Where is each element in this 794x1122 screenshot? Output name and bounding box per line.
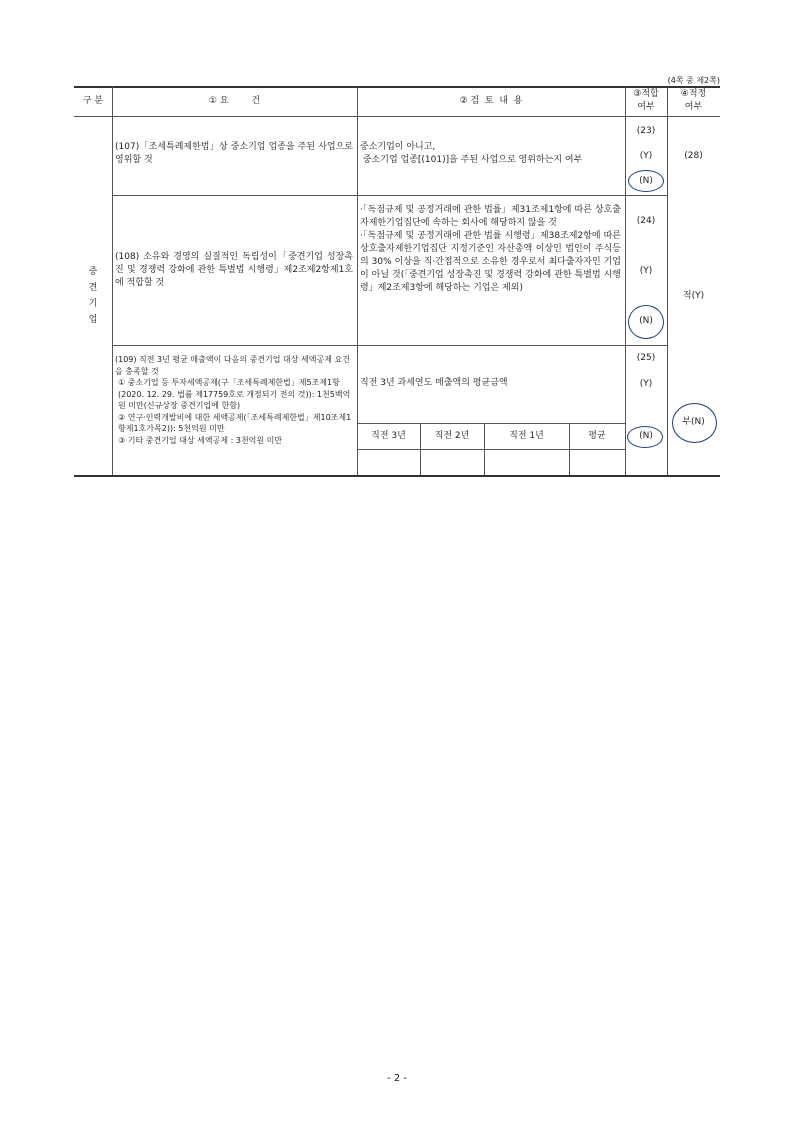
review-108-item2: ·「독점규제 및 공정거래에 관한 법률 시행령」제38조제2항에 따른 상호출자제한기업집단 지정기준인 자산총액 이상인 법인이 주식등의 30% 이상을 직·간접적으로 소유한 경우로서 최다출자자인 기업이 아닐 것(「중견기업 성장촉진 및 경쟁력 강화에 관한 특별법 시행령」제2조제3항에 해당하는 기업은 제외) [360,231,621,293]
header-conformity [625,88,667,114]
category-label [74,264,112,328]
row2-bottom-border [112,345,667,346]
header-conformity-line2: 여부 [637,102,655,112]
requirement-109-title: (109) 직전 3년 평균 매출액이 다음의 중견기업 대상 세액공제 요건을 충족할 것 [115,355,350,376]
header-adequacy-line2: 여부 [684,102,703,112]
review-108 [360,204,621,295]
conformity-no-24[interactable]: (N) [639,316,653,326]
review-107-line2: 중소기업 업종[(101)]을 주된 사업으로 영위하는지 여부 [360,155,583,165]
requirement-109-item2: ② 연구·인력개발비에 대한 세액공제(「조세특례제한법」제10조제1항제1호가목2)): 5천억원 미만 [118,412,352,433]
conformity-num-24: (24) [636,216,656,226]
category-char: 기 [88,299,98,309]
adequacy-num-28: (28) [684,151,703,161]
row1-bottom-border [112,195,667,196]
subheader-2y: 직전 2년 [434,431,470,441]
requirement-109-item3: ③ 기타 중견기업 대상 세액공제 : 3천억원 미만 [118,435,283,445]
review-108-item1: ·「독점규제 및 공정거래에 관한 법률」제31조제1항에 따른 상호출자제한기업집단에 속하는 회사에 해당하지 않을 것 [360,205,621,228]
conformity-num-23: (23) [636,126,656,136]
subheader-top-border [357,423,625,424]
header-adequacy-line1: ④적정 [680,89,707,99]
page-number: - 2 - [387,1073,407,1084]
header-category: 구 분 [82,96,104,106]
conformity-num-25: (25) [636,353,656,363]
subheader-3y: 직전 3년 [371,431,406,441]
adequacy-yes[interactable]: 적(Y) [682,291,705,301]
category-char: 중 [88,267,98,277]
requirement-109 [115,354,355,446]
conformity-no-25[interactable]: (N) [639,431,653,441]
col-divider-2 [357,87,358,475]
requirement-107: (107)「조세특례제한법」상 중소기업 업종을 주된 사업으로 영위할 것 [115,142,353,165]
subheader-bottom-border [357,449,625,450]
header-review: ② 검 토 내 용 [459,96,523,106]
subheader-average: 평균 [588,431,606,441]
review-109: 직전 3년 과세연도 매출액의 평균금액 [360,378,508,388]
conformity-yes-23[interactable]: (Y) [639,151,653,161]
conformity-no-23[interactable]: (N) [639,176,653,186]
requirement-108: (108) 소유와 경영의 실질적인 독립성이「중견기업 성장촉진 및 경쟁력 강화에 관한 특별법 시행령」제2조제2항제1호에 적합할 것 [115,252,353,288]
conformity-yes-25[interactable]: (Y) [639,379,653,389]
subheader-1y: 직전 1년 [509,431,544,441]
page-reference: (4쪽 중 제2쪽) [667,76,720,85]
category-char: 업 [88,315,98,325]
table-top-border [74,86,720,88]
header-adequacy [667,88,720,114]
header-requirement: ① 요 건 [208,96,261,106]
header-conformity-line1: ③적합 [633,89,659,99]
col-divider-1 [112,87,113,475]
conformity-yes-24[interactable]: (Y) [639,266,653,276]
adequacy-no[interactable]: 부(N) [682,417,705,427]
requirement-109-item1: ① 중소기업 등 투자세액공제(구「조세특례제한법」제5조제1항(2020. 12. 29. 법률 제17759호로 개정되기 전의 것)): 1천5백억원 미만(신규상장 중견기업에 한함) [118,378,351,410]
header-bottom-border [74,116,720,117]
table-bottom-border [74,475,720,477]
review-107 [360,141,622,167]
review-107-line1: 중소기업이 아니고, [360,142,436,152]
col-divider-3 [625,87,626,475]
category-char: 견 [88,283,98,293]
